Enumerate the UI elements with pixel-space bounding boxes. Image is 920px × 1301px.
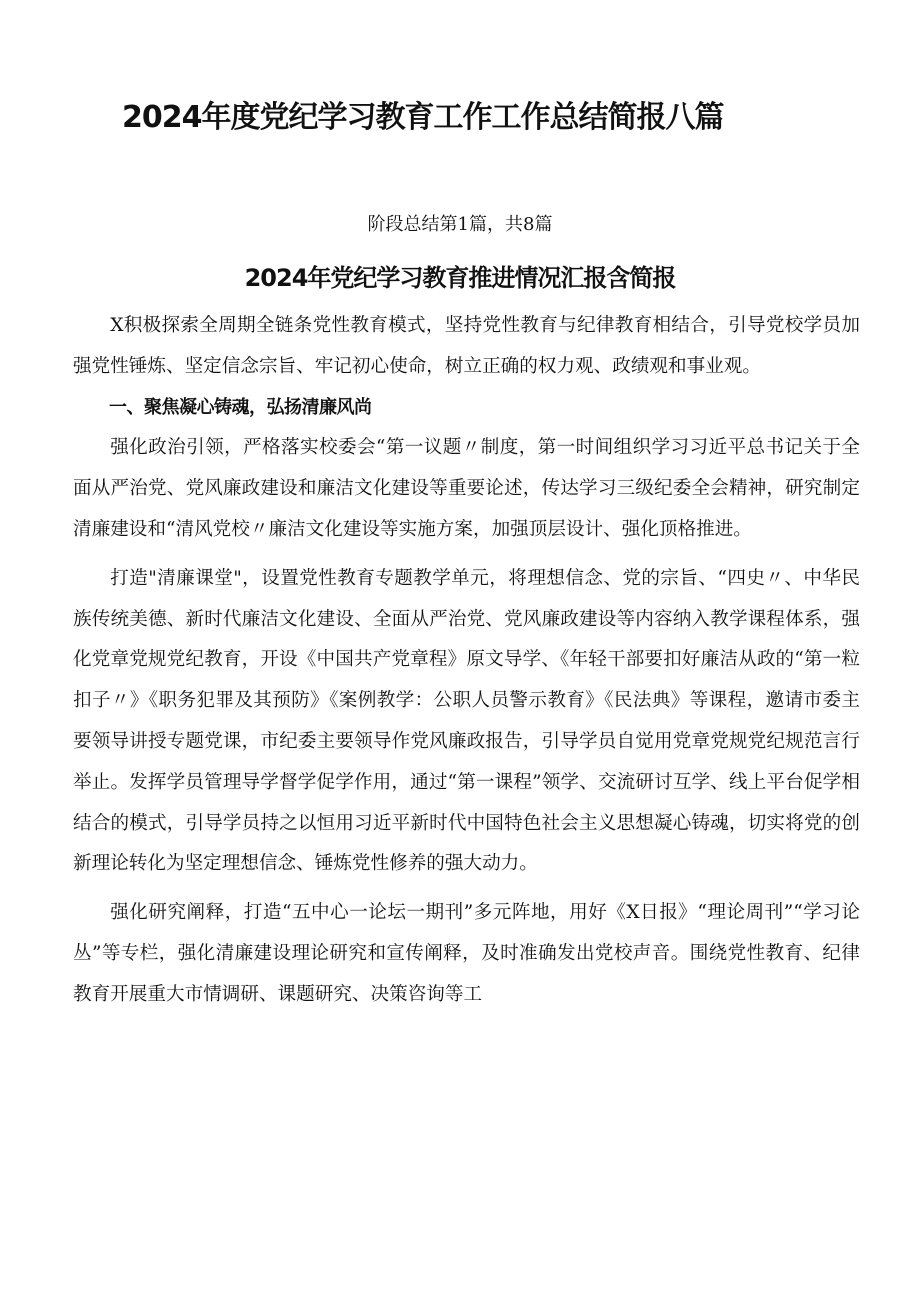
paragraph-political-guidance: 强化政治引领，严格落实校委会“第一议题〃制度，第一时间组织学习习近平总书记关于全面从严治党、党风廉政建设和廉洁文化建设等重要论述，传达学习三级纪委全会精神，研究制定清廉建设和“清风党校〃廉洁文化建设等实施方案，加强顶层设计、强化顶格推进。 — [73, 437, 860, 540]
paragraph-clean-classroom: 打造"清廉课堂"，设置党性教育专题教学单元，将理想信念、党的宗旨、“四史〃、中华民族传统美德、新时代廉洁文化建设、全面从严治党、党风廉政建设等内容纳入教学课程体系，强化党章党规党纪教育，开设《中国共产党章程》原文导学、《年轻干部要扣好廉洁从政的“第一粒扣子〃》《职务犯罪及其预防》《案例教学：公职人员警示教育》《民法典》等课程，邀请市委主要领导讲授专题党课，市纪委主要领导作党风廉政报告，引导学员自觉用党章党规党纪规范言行举止。发挥学员管理导学督学促学作用，通过“第一课程”领学、交流研讨互学、线上平台促学相结合的模式，引导学员持之以恒用习近平新时代中国特色社会主义思想凝心铸魂，切实将党的创新理论转化为坚定理想信念、锤炼党性修养的强大动力。 — [73, 567, 860, 875]
paragraph-research: 强化研究阐释，打造“五中心一论坛一期刊”多元阵地，用好《X日报》“理论周刊”“学习论丛”等专栏，强化清廉建设理论研究和宣传阐释，及时准确发出党校声音。围绕党性教育、纪律教育开展重大市情调研、课题研究、决策咨询等工 — [73, 902, 860, 1005]
article-body — [73, 306, 860, 1016]
article-title: 2024年党纪学习教育推进情况汇报含简报 — [244, 264, 676, 292]
document-title: 2024年度党纪学习教育工作工作总结简报八篇 — [122, 100, 724, 135]
section-label: 阶段总结第1篇，共8篇 — [367, 214, 553, 235]
section-heading: 一、聚焦凝心铸魂，弘扬清廉风尚 — [109, 396, 372, 418]
paragraph-intro: X积极探索全周期全链条党性教育模式，坚持党性教育与纪律教育相结合，引导党校学员加强党性锤炼、坚定信念宗旨、牢记初心使命，树立正确的权力观、政绩观和事业观。 — [73, 315, 860, 377]
